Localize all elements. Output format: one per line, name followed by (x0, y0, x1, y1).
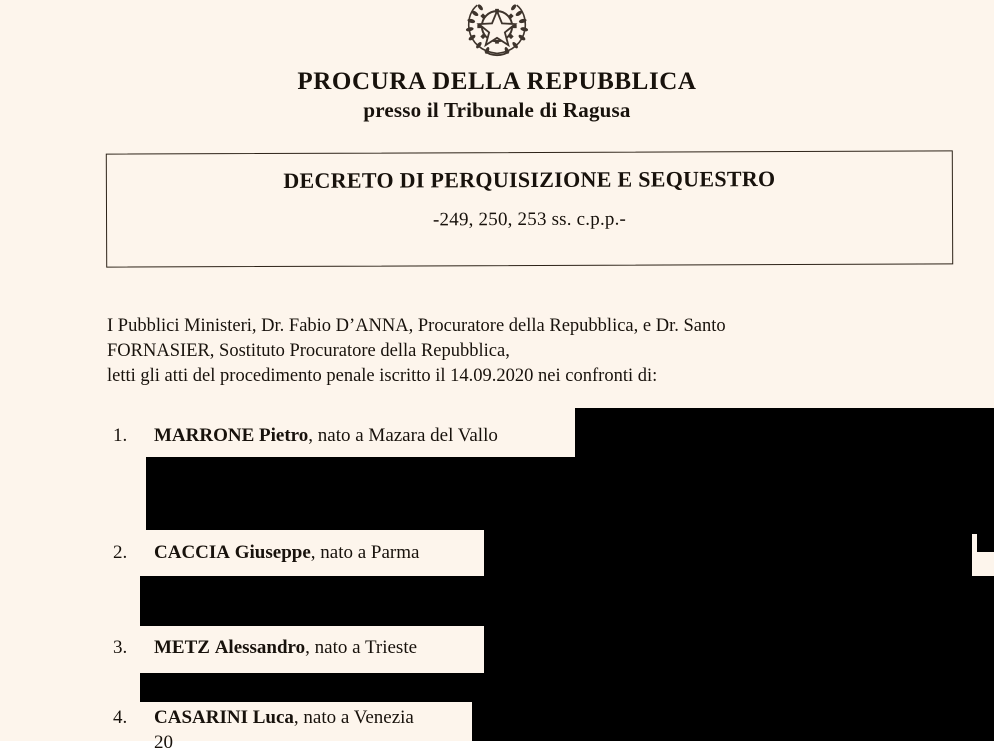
intro-paragraph-block (107, 314, 965, 389)
defendant-number: 3. (113, 637, 128, 658)
defendant-number: 2. (113, 542, 128, 563)
defendant-surname: METZ (154, 637, 210, 658)
defendant-text (154, 637, 417, 659)
decree-articles-reference: -249, 250, 253 ss. c.p.p.- (432, 208, 627, 231)
defendant-surname: CACCIA (154, 542, 230, 563)
redaction-entry-1-block-right (484, 457, 994, 534)
emblem-of-italy-icon (459, 0, 535, 58)
defendant-number: 4. (113, 707, 128, 728)
decree-title-box-inner (107, 151, 952, 232)
defendant-text (154, 542, 419, 564)
emblem-container (0, 0, 994, 63)
redaction-entry-3-block (140, 673, 994, 702)
defendant-given-name: Giuseppe (234, 542, 311, 563)
redaction-entry-4-line-right (472, 702, 994, 741)
cropped-bottom-text: 20 (154, 732, 173, 753)
defendant-birth-detail: , nato a Trieste (305, 637, 418, 658)
redaction-entry-1-line1-right (575, 408, 994, 460)
decree-title-box (106, 150, 953, 267)
defendant-text (154, 425, 498, 447)
redaction-entry-2-block-right (484, 576, 994, 635)
intro-line-1: I Pubblici Ministeri, Dr. Fabio D’ANNA, Procuratore della Repubblica, e Dr. Santo (107, 316, 726, 336)
defendant-surname: MARRONE (154, 425, 255, 446)
defendant-given-name: Pietro (259, 425, 309, 446)
defendant-given-name: Luca (252, 707, 294, 728)
redaction-entry-2-line-right (484, 534, 972, 576)
defendant-surname: CASARINI (154, 707, 248, 728)
decree-title: DECRETO DI PERQUISIZIONE E SEQUESTRO (283, 166, 776, 193)
intro-line-2: FORNASIER, Sostituto Procuratore della Repubblica, (107, 341, 510, 361)
defendant-birth-detail: , nato a Venezia (293, 707, 414, 728)
defendant-given-name: Alessandro (214, 637, 306, 658)
office-title: PROCURA DELLA REPUBBLICA (297, 68, 697, 95)
intro-line-3: letti gli atti del procedimento penale iscritto il 14.09.2020 nei confronti di: (107, 366, 658, 386)
redaction-entry-2-line-far-right (977, 534, 994, 552)
defendant-birth-detail: , nato a Parma (310, 542, 420, 563)
defendant-number: 1. (113, 425, 128, 446)
office-subtitle: presso il Tribunale di Ragusa (363, 98, 631, 122)
redaction-entry-3-line-right (484, 635, 994, 673)
defendant-text (154, 707, 414, 729)
defendant-birth-detail: , nato a Mazara del Vallo (308, 425, 498, 446)
